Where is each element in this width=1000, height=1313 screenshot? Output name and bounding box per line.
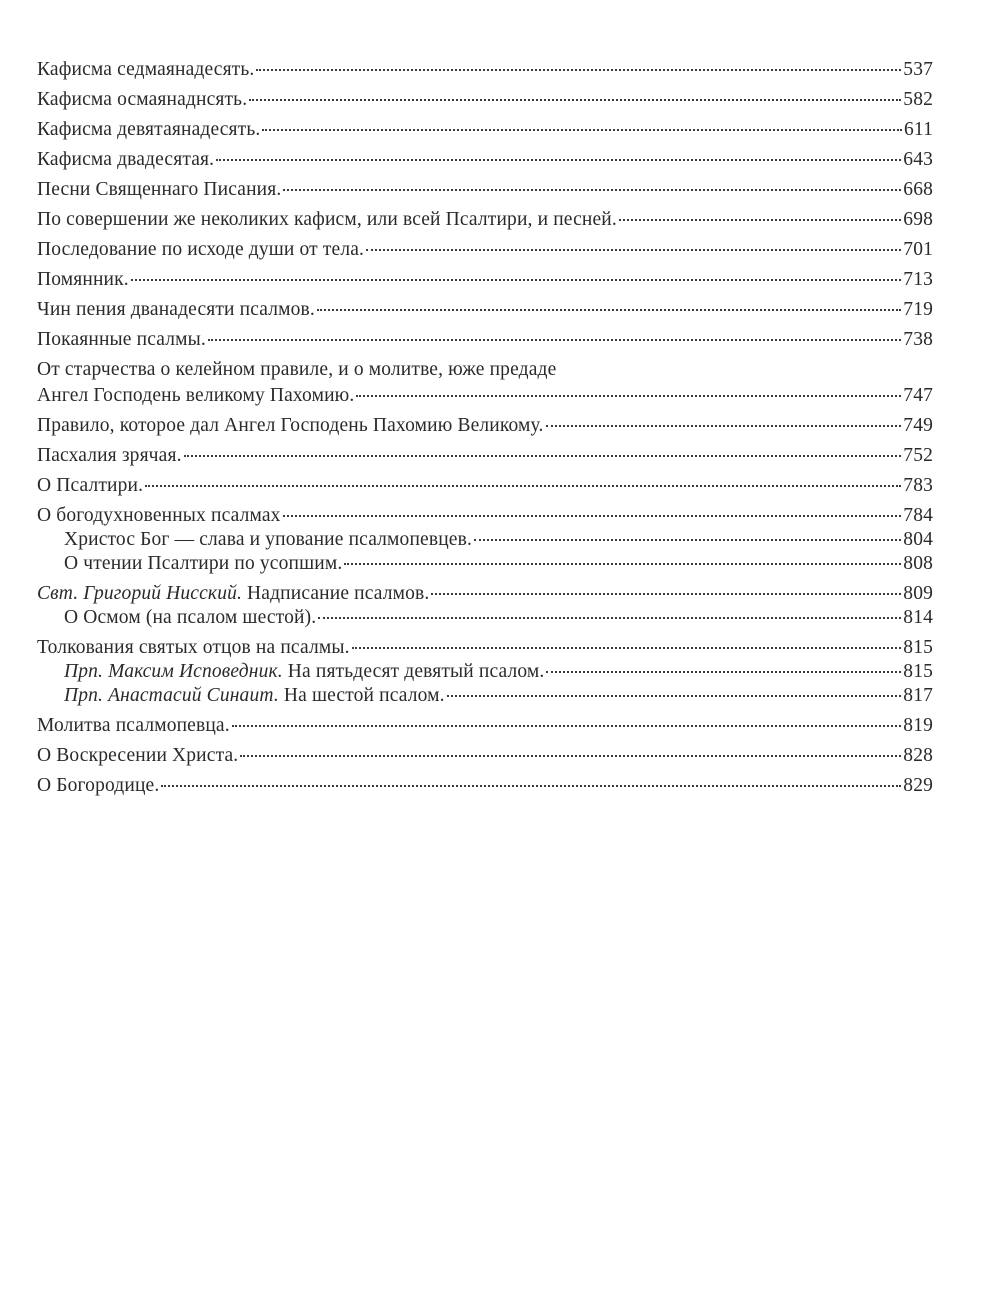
toc-entry[interactable] xyxy=(37,178,933,202)
toc-entry-page: 809 xyxy=(903,583,933,604)
toc-entry[interactable] xyxy=(37,148,933,172)
dot-leader xyxy=(447,695,902,697)
dot-leader xyxy=(208,339,901,341)
toc-entry-title: Толкования святых отцов на псалмы. xyxy=(37,637,350,658)
toc-entry-title: Пасхалия зрячая. xyxy=(37,445,182,466)
toc-entry[interactable] xyxy=(37,714,933,738)
toc-entry-title-continued: Ангел Господень великому Пахомию. xyxy=(37,385,355,406)
toc-entry-work: На пятьдесят девятый псалом. xyxy=(282,661,545,682)
toc-entry-page: 752 xyxy=(903,445,933,466)
toc-entry-author: Прп. Максим Исповедник. xyxy=(64,661,283,682)
toc-entry-work: На шестой псалом. xyxy=(278,685,445,706)
dot-leader xyxy=(317,309,901,311)
toc-entry-title: Кафисма девятаянадесять. xyxy=(37,119,261,140)
toc-entry-title: Помянник. xyxy=(37,269,129,290)
toc-entry-page: 537 xyxy=(903,59,933,80)
toc-entry-page: 747 xyxy=(903,385,933,406)
toc-entry-page: 815 xyxy=(903,637,933,658)
toc-entry[interactable] xyxy=(37,118,933,142)
toc-entry-title: О Богородице. xyxy=(37,775,160,796)
toc-entry-title: О чтении Псалтири по усопшим. xyxy=(64,553,343,574)
toc-entry-title: Песни Священнаго Писания. xyxy=(37,179,282,200)
toc-entry-page: 668 xyxy=(903,179,933,200)
dot-leader xyxy=(283,515,902,517)
toc-entry-title: Христос Бог — слава и упование псалмопевцев. xyxy=(64,529,472,550)
toc-entry-title xyxy=(64,684,445,708)
dot-leader xyxy=(262,129,902,131)
toc-entry-title: Последование по исходе души от тела. xyxy=(37,239,365,260)
dot-leader xyxy=(546,425,902,427)
toc-entry-page: 643 xyxy=(903,149,933,170)
dot-leader xyxy=(145,485,901,487)
toc-entry[interactable] xyxy=(37,444,933,468)
toc-entry-page: 808 xyxy=(903,553,933,574)
toc-entry-title: Молитва псалмопевца. xyxy=(37,715,230,736)
toc-entry-title: Чин пения дванадесяти псалмов. xyxy=(37,299,315,320)
toc-subentry[interactable] xyxy=(37,528,933,552)
dot-leader xyxy=(366,249,901,251)
toc-entry[interactable] xyxy=(37,414,933,438)
toc-entry-title: Покаянные псалмы. xyxy=(37,329,206,350)
toc-entry-title: По совершении же неколиких кафисм, или всей Псалтири, и песней. xyxy=(37,209,617,230)
toc-entry[interactable] xyxy=(37,474,933,498)
toc-entry-title: Кафисма седмаянадесять. xyxy=(37,59,255,80)
toc-entry-page: 749 xyxy=(903,415,933,436)
toc-entry-page: 611 xyxy=(904,119,933,140)
toc-entry-page: 804 xyxy=(903,529,933,550)
toc-entry-page: 713 xyxy=(903,269,933,290)
toc-subentry[interactable] xyxy=(37,684,933,708)
dot-leader xyxy=(240,755,901,757)
toc-entry-title xyxy=(37,582,429,606)
toc-entry[interactable] xyxy=(37,208,933,232)
table-of-contents xyxy=(37,58,933,798)
toc-entry-page: 817 xyxy=(903,685,933,706)
dot-leader xyxy=(232,725,902,727)
dot-leader xyxy=(431,593,901,595)
toc-entry-title: Правило, которое дал Ангел Господень Пахомию Великому. xyxy=(37,415,544,436)
toc-entry-title: Кафисма двадесятая. xyxy=(37,149,215,170)
dot-leader xyxy=(249,99,901,101)
toc-entry-title: О богодухновенных псалмах xyxy=(37,505,281,526)
toc-entry-title: Кафисма осмаянаднсять. xyxy=(37,89,248,110)
toc-entry[interactable] xyxy=(37,238,933,262)
toc-entry-line2[interactable] xyxy=(37,384,933,408)
dot-leader xyxy=(184,455,902,457)
dot-leader xyxy=(161,785,901,787)
dot-leader xyxy=(256,69,901,71)
toc-entry-page: 815 xyxy=(903,661,933,682)
toc-entry-author: Прп. Анастасий Синаит. xyxy=(64,685,279,706)
toc-entry[interactable] xyxy=(37,636,933,660)
dot-leader xyxy=(283,189,901,191)
toc-entry[interactable] xyxy=(37,268,933,292)
toc-entry-page: 819 xyxy=(903,715,933,736)
toc-entry-line1[interactable] xyxy=(37,358,933,382)
toc-entry-page: 829 xyxy=(903,775,933,796)
toc-entry-title: О Воскресении Христа. xyxy=(37,745,239,766)
dot-leader xyxy=(318,617,901,619)
toc-entry-title: От старчества о келейном правиле, и о молитве, юже предаде xyxy=(37,359,557,380)
dot-leader xyxy=(619,219,901,221)
toc-entry-page: 828 xyxy=(903,745,933,766)
toc-subentry[interactable] xyxy=(37,660,933,684)
toc-entry[interactable] xyxy=(37,774,933,798)
dot-leader xyxy=(546,671,901,673)
toc-entry[interactable] xyxy=(37,582,933,606)
dot-leader xyxy=(216,159,901,161)
toc-entry-work: Надписание псалмов. xyxy=(242,583,430,604)
toc-entry-page: 582 xyxy=(903,89,933,110)
toc-entry[interactable] xyxy=(37,88,933,112)
toc-entry-title: О Псалтири. xyxy=(37,475,144,496)
toc-entry[interactable] xyxy=(37,504,933,528)
toc-entry-page: 814 xyxy=(903,607,933,628)
dot-leader xyxy=(344,563,901,565)
toc-entry-author: Свт. Григорий Нисский. xyxy=(37,583,243,604)
toc-entry-page: 719 xyxy=(903,299,933,320)
toc-entry-page: 698 xyxy=(903,209,933,230)
toc-entry[interactable] xyxy=(37,298,933,322)
dot-leader xyxy=(356,395,901,397)
toc-entry-title: О Осмом (на псалом шестой). xyxy=(64,607,317,628)
toc-entry[interactable] xyxy=(37,744,933,768)
dot-leader xyxy=(352,647,902,649)
toc-entry-page: 783 xyxy=(903,475,933,496)
toc-entry-page: 784 xyxy=(903,505,933,526)
toc-entry[interactable] xyxy=(37,328,933,352)
toc-subentry[interactable] xyxy=(37,606,933,630)
toc-entry-page: 701 xyxy=(903,239,933,260)
toc-subentry[interactable] xyxy=(37,552,933,576)
toc-entry[interactable] xyxy=(37,58,933,82)
toc-entry-page: 738 xyxy=(903,329,933,350)
dot-leader xyxy=(474,539,901,541)
dot-leader xyxy=(131,279,902,281)
toc-entry-title xyxy=(64,660,544,684)
